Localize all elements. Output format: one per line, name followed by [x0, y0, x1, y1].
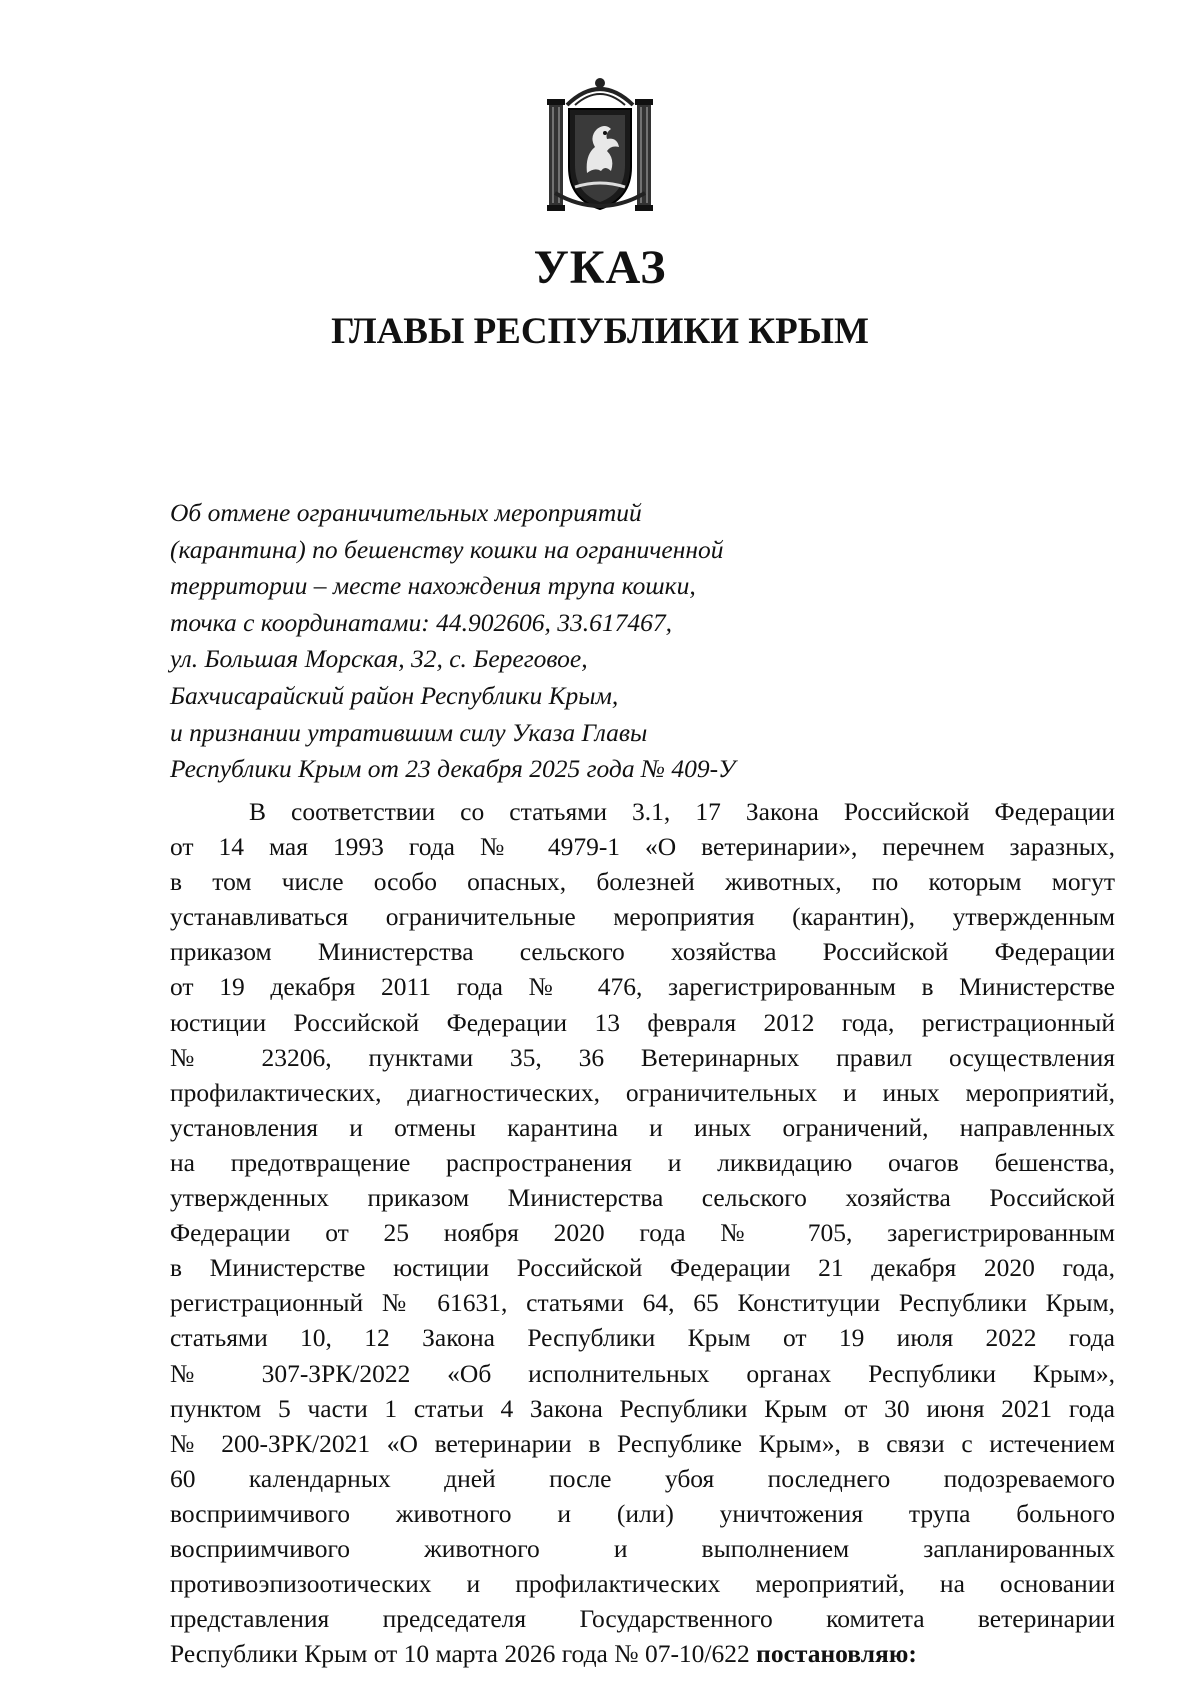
subject-line: точка с координатами: 44.902606, 33.617467,	[170, 607, 672, 637]
body-line: 60 календарных дней после убоя последнего подозреваемого	[170, 1463, 1115, 1493]
body-line: от 14 мая 1993 года № 4979-1 «О ветеринарии», перечнем заразных,	[170, 832, 1115, 862]
body-line: регистрационный № 61631, статьями 64, 65 Конституции Республики Крым,	[170, 1288, 1115, 1318]
body-line: приказом Министерства сельского хозяйства Российской Федерации	[170, 937, 1115, 967]
body-line: в Министерстве юстиции Российской Федерации 21 декабря 2020 года,	[170, 1253, 1115, 1283]
body-line: представления председателя Государственного комитета ветеринарии	[170, 1604, 1115, 1634]
subject-line: Об отмене ограничительных мероприятий	[170, 498, 642, 527]
body-line: противоэпизоотических и профилактических мероприятий, на основании	[170, 1569, 1115, 1599]
body-line: статьями 10, 12 Закона Республики Крым от 19 июля 2022 года	[170, 1323, 1115, 1353]
body-line: утвержденных приказом Министерства сельского хозяйства Российской	[170, 1183, 1115, 1213]
body-line: В соответствии со статьями 3.1, 17 Закона Российской Федерации	[249, 797, 1115, 826]
subject-line: Бахчисарайский район Республики Крым,	[170, 680, 619, 710]
decree-word: постановляю:	[756, 1639, 917, 1669]
subject-line: территории – месте нахождения трупа кошки,	[170, 571, 696, 601]
body-line: № 23206, пунктами 35, 36 Ветеринарных правил осуществления	[170, 1042, 1115, 1072]
body-line: Федерации от 25 ноября 2020 года № 705, зарегистрированным	[170, 1218, 1115, 1248]
decree-subject	[170, 495, 890, 788]
subject-line: (карантина) по бешенству кошки на ограниченной	[170, 534, 724, 564]
body-line: восприимчивого животного и выполнением запланированных	[170, 1533, 1115, 1563]
document-type-title: УКАЗ	[533, 241, 667, 294]
preamble-paragraph	[170, 794, 1115, 1671]
body-line: установления и отмены карантина и иных ограничений, направленных	[170, 1112, 1115, 1142]
body-line-text: Республики Крым от 10 марта 2026 года № 07-10/622	[170, 1639, 750, 1669]
body-line: устанавливаться ограничительные мероприятия (карантин), утвержденным	[170, 902, 1115, 932]
body-line: на предотвращение распространения и ликвидацию очагов бешенства,	[170, 1147, 1115, 1177]
body-line: № 200-ЗРК/2021 «О ветеринарии в Республике Крым», в связи с истечением	[170, 1428, 1115, 1458]
body-line: в том числе особо опасных, болезней животных, по которым могут	[170, 867, 1115, 897]
body-last-line	[170, 1636, 1115, 1671]
issuer-title: ГЛАВЫ РЕСПУБЛИКИ КРЫМ	[331, 311, 869, 352]
subject-line: Республики Крым от 23 декабря 2025 года № 409-У	[170, 754, 736, 784]
coat-of-arms-icon	[545, 75, 655, 215]
body-line: № 307-ЗРК/2022 «Об исполнительных органах Республики Крым»,	[170, 1358, 1115, 1388]
body-line: юстиции Российской Федерации 13 февраля 2012 года, регистрационный	[170, 1007, 1115, 1037]
body-line: пунктом 5 части 1 статьи 4 Закона Республики Крым от 30 июня 2021 года	[170, 1393, 1115, 1423]
body-line: от 19 декабря 2011 года № 476, зарегистрированным в Министерстве	[170, 972, 1115, 1002]
subject-line: и признании утратившим силу Указа Главы	[170, 717, 648, 747]
body-line: профилактических, диагностических, ограничительных и иных мероприятий,	[170, 1077, 1115, 1107]
body-line: восприимчивого животного и (или) уничтожения трупа больного	[170, 1498, 1115, 1528]
subject-line: ул. Большая Морская, 32, с. Береговое,	[170, 644, 588, 674]
